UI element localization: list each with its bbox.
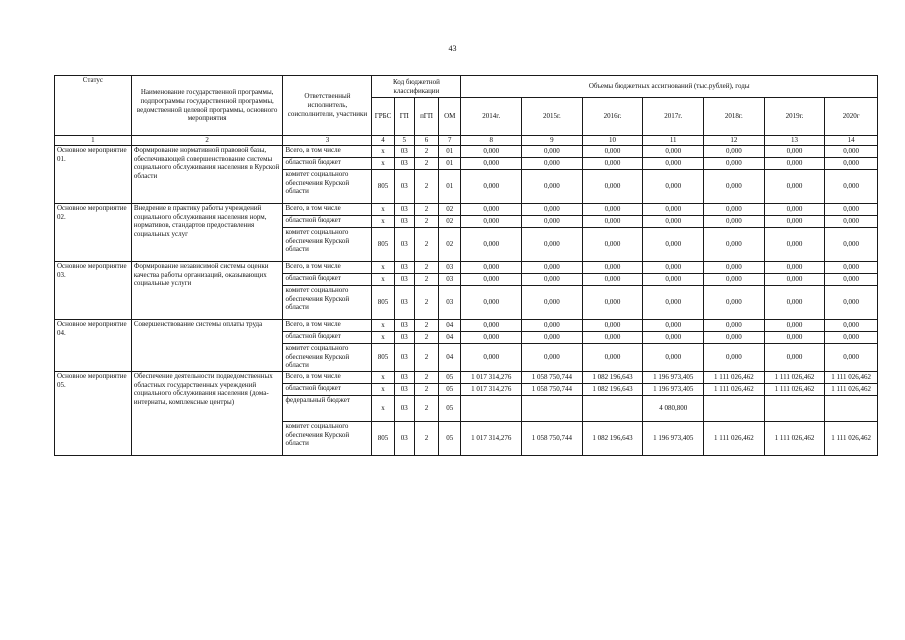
- table-row: [55, 319, 878, 331]
- code-gp-cell: 03: [394, 145, 414, 157]
- amount-cell: 0,000: [461, 157, 522, 169]
- code-om-cell: 01: [439, 157, 461, 169]
- header-year: 2019г.: [764, 98, 825, 136]
- code-om-cell: 01: [439, 145, 461, 157]
- amount-cell: 0,000: [643, 331, 704, 343]
- amount-cell: 0,000: [522, 273, 583, 285]
- amount-cell: 0,000: [825, 343, 878, 371]
- amount-cell: 1 058 750,744: [522, 371, 583, 383]
- amount-cell: 1 082 196,643: [582, 421, 643, 455]
- amount-cell: 0,000: [461, 261, 522, 273]
- amount-cell: 0,000: [522, 331, 583, 343]
- code-om-cell: 05: [439, 395, 461, 421]
- amount-cell: 0,000: [704, 227, 765, 261]
- amount-cell: 1 017 314,276: [461, 371, 522, 383]
- code-grbs-cell: 805: [372, 343, 394, 371]
- column-number: 5: [394, 136, 414, 146]
- amount-cell: 0,000: [643, 343, 704, 371]
- amount-cell: 1 196 973,405: [643, 421, 704, 455]
- column-number: 2: [131, 136, 283, 146]
- code-pgp-cell: 2: [414, 319, 438, 331]
- amount-cell: 0,000: [582, 227, 643, 261]
- responsible-cell: федеральный бюджет: [283, 395, 372, 421]
- code-pgp-cell: 2: [414, 343, 438, 371]
- header-responsible: Ответственный исполнитель, соисполнители, участники: [283, 76, 372, 136]
- code-gp-cell: 03: [394, 157, 414, 169]
- amount-cell: 1 082 196,643: [582, 371, 643, 383]
- amount-cell: 0,000: [764, 145, 825, 157]
- code-om-cell: 03: [439, 273, 461, 285]
- amount-cell: 0,000: [825, 331, 878, 343]
- header-budget-code: Код бюджетной классификации: [372, 76, 461, 98]
- amount-cell: 0,000: [643, 157, 704, 169]
- code-gp-cell: 03: [394, 421, 414, 455]
- amount-cell: 0,000: [461, 331, 522, 343]
- code-om-cell: 04: [439, 331, 461, 343]
- measure-name-cell: Совершенствование системы оплаты труда: [131, 319, 283, 371]
- code-grbs-cell: х: [372, 273, 394, 285]
- status-cell: Основное мероприятие 03.: [55, 261, 132, 319]
- amount-cell: 0,000: [522, 169, 583, 203]
- code-grbs-cell: х: [372, 331, 394, 343]
- amount-cell: 0,000: [582, 169, 643, 203]
- amount-cell: 0,000: [825, 227, 878, 261]
- status-cell: Основное мероприятие 04.: [55, 319, 132, 371]
- amount-cell: 0,000: [582, 261, 643, 273]
- amount-cell: 0,000: [764, 273, 825, 285]
- amount-cell: 1 196 973,405: [643, 383, 704, 395]
- code-om-cell: 02: [439, 227, 461, 261]
- amount-cell: 0,000: [522, 145, 583, 157]
- responsible-cell: комитет социального обеспечения Курской области: [283, 421, 372, 455]
- code-pgp-cell: 2: [414, 169, 438, 203]
- amount-cell: 0,000: [825, 145, 878, 157]
- responsible-cell: Всего, в том числе: [283, 319, 372, 331]
- amount-cell: 0,000: [764, 157, 825, 169]
- responsible-cell: областной бюджет: [283, 331, 372, 343]
- responsible-cell: Всего, в том числе: [283, 203, 372, 215]
- table-body: [55, 136, 878, 456]
- measure-name-cell: Внедрение в практику работы учреждений социального обслуживания населения норм, нормативов, стандартов предоставления социальных услуг: [131, 203, 283, 261]
- code-om-cell: 03: [439, 285, 461, 319]
- code-grbs-cell: х: [372, 215, 394, 227]
- code-grbs-cell: 805: [372, 227, 394, 261]
- amount-cell: 1 111 026,462: [825, 383, 878, 395]
- amount-cell: [461, 395, 522, 421]
- code-om-cell: 05: [439, 383, 461, 395]
- code-gp-cell: 03: [394, 343, 414, 371]
- code-pgp-cell: 2: [414, 421, 438, 455]
- header-year: 2014г.: [461, 98, 522, 136]
- amount-cell: [764, 395, 825, 421]
- amount-cell: 0,000: [582, 285, 643, 319]
- status-cell: Основное мероприятие 01.: [55, 145, 132, 203]
- amount-cell: 0,000: [643, 169, 704, 203]
- code-om-cell: 04: [439, 343, 461, 371]
- responsible-cell: Всего, в том числе: [283, 145, 372, 157]
- amount-cell: 0,000: [825, 157, 878, 169]
- code-pgp-cell: 2: [414, 203, 438, 215]
- amount-cell: [582, 395, 643, 421]
- header-code-col: ОМ: [439, 98, 461, 136]
- amount-cell: 0,000: [461, 215, 522, 227]
- responsible-cell: комитет социального обеспечения Курской области: [283, 169, 372, 203]
- code-om-cell: 05: [439, 371, 461, 383]
- code-gp-cell: 03: [394, 169, 414, 203]
- code-grbs-cell: 805: [372, 421, 394, 455]
- amount-cell: 0,000: [582, 145, 643, 157]
- responsible-cell: Всего, в том числе: [283, 261, 372, 273]
- header-name: Наименование государственной программы, подпрограммы государственной программы, ведомственной целевой программы, основного мероприятия: [131, 76, 283, 136]
- amount-cell: 0,000: [825, 203, 878, 215]
- amount-cell: 1 058 750,744: [522, 421, 583, 455]
- amount-cell: 0,000: [582, 157, 643, 169]
- code-om-cell: 03: [439, 261, 461, 273]
- column-number: 8: [461, 136, 522, 146]
- responsible-cell: областной бюджет: [283, 157, 372, 169]
- amount-cell: 0,000: [461, 203, 522, 215]
- code-om-cell: 01: [439, 169, 461, 203]
- column-number: 4: [372, 136, 394, 146]
- status-cell: Основное мероприятие 05.: [55, 371, 132, 455]
- amount-cell: 0,000: [582, 273, 643, 285]
- amount-cell: 1 058 750,744: [522, 383, 583, 395]
- code-grbs-cell: 805: [372, 169, 394, 203]
- measure-name-cell: Формирование независимой системы оценки качества работы организаций, оказывающих социальные услуги: [131, 261, 283, 319]
- code-pgp-cell: 2: [414, 145, 438, 157]
- code-pgp-cell: 2: [414, 383, 438, 395]
- header-status: Статус: [55, 76, 132, 136]
- amount-cell: [825, 395, 878, 421]
- amount-cell: 1 111 026,462: [704, 371, 765, 383]
- column-number: 11: [643, 136, 704, 146]
- amount-cell: [522, 395, 583, 421]
- responsible-cell: Всего, в том числе: [283, 371, 372, 383]
- code-gp-cell: 03: [394, 331, 414, 343]
- code-grbs-cell: х: [372, 157, 394, 169]
- amount-cell: 0,000: [764, 285, 825, 319]
- amount-cell: 1 082 196,643: [582, 383, 643, 395]
- amount-cell: 0,000: [643, 319, 704, 331]
- code-grbs-cell: х: [372, 261, 394, 273]
- code-gp-cell: 03: [394, 285, 414, 319]
- responsible-cell: областной бюджет: [283, 215, 372, 227]
- code-pgp-cell: 2: [414, 371, 438, 383]
- code-pgp-cell: 2: [414, 395, 438, 421]
- code-pgp-cell: 2: [414, 227, 438, 261]
- responsible-cell: комитет социального обеспечения Курской области: [283, 343, 372, 371]
- code-om-cell: 02: [439, 215, 461, 227]
- amount-cell: 0,000: [825, 261, 878, 273]
- amount-cell: 0,000: [522, 319, 583, 331]
- amount-cell: 0,000: [461, 227, 522, 261]
- code-gp-cell: 03: [394, 261, 414, 273]
- amount-cell: 1 111 026,462: [825, 421, 878, 455]
- amount-cell: 0,000: [522, 157, 583, 169]
- amount-cell: 0,000: [764, 169, 825, 203]
- code-gp-cell: 03: [394, 395, 414, 421]
- measure-name-cell: Формирование нормативной правовой базы, обеспечивающей совершенствование системы социального обслуживания населения в Курской области: [131, 145, 283, 203]
- responsible-cell: областной бюджет: [283, 273, 372, 285]
- amount-cell: 0,000: [704, 215, 765, 227]
- amount-cell: 0,000: [522, 343, 583, 371]
- amount-cell: 0,000: [643, 261, 704, 273]
- header-year: 2020г: [825, 98, 878, 136]
- code-pgp-cell: 2: [414, 261, 438, 273]
- amount-cell: 0,000: [825, 285, 878, 319]
- amount-cell: 1 111 026,462: [764, 383, 825, 395]
- amount-cell: 0,000: [461, 285, 522, 319]
- table-row: [55, 261, 878, 273]
- amount-cell: 0,000: [704, 273, 765, 285]
- amount-cell: 0,000: [582, 215, 643, 227]
- header-volumes: Объемы бюджетных ассигнований (тыс.рублей), годы: [461, 76, 878, 98]
- amount-cell: 1 196 973,405: [643, 371, 704, 383]
- responsible-cell: областной бюджет: [283, 383, 372, 395]
- amount-cell: 0,000: [522, 215, 583, 227]
- table-row: [55, 371, 878, 383]
- code-pgp-cell: 2: [414, 331, 438, 343]
- column-number: 13: [764, 136, 825, 146]
- amount-cell: 1 017 314,276: [461, 421, 522, 455]
- amount-cell: 0,000: [522, 203, 583, 215]
- status-cell: Основное мероприятие 02.: [55, 203, 132, 261]
- amount-cell: 0,000: [582, 331, 643, 343]
- column-number: 12: [704, 136, 765, 146]
- amount-cell: 0,000: [522, 227, 583, 261]
- column-number: 6: [414, 136, 438, 146]
- code-grbs-cell: х: [372, 203, 394, 215]
- measure-name-cell: Обеспечение деятельности подведомственных областных государственных учреждений социального обслуживания населения (дома-интернаты, комплексные центры): [131, 371, 283, 455]
- code-pgp-cell: 2: [414, 157, 438, 169]
- amount-cell: 0,000: [643, 215, 704, 227]
- code-gp-cell: 03: [394, 203, 414, 215]
- code-gp-cell: 03: [394, 273, 414, 285]
- amount-cell: 0,000: [704, 331, 765, 343]
- amount-cell: 0,000: [522, 261, 583, 273]
- amount-cell: 0,000: [461, 273, 522, 285]
- code-gp-cell: 03: [394, 215, 414, 227]
- header-year: 2016г.: [582, 98, 643, 136]
- column-number: 14: [825, 136, 878, 146]
- code-pgp-cell: 2: [414, 285, 438, 319]
- code-om-cell: 04: [439, 319, 461, 331]
- amount-cell: 0,000: [704, 157, 765, 169]
- amount-cell: 0,000: [704, 145, 765, 157]
- amount-cell: 0,000: [643, 273, 704, 285]
- amount-cell: 1 017 314,276: [461, 383, 522, 395]
- amount-cell: 0,000: [825, 319, 878, 331]
- amount-cell: 0,000: [764, 319, 825, 331]
- table-row: [55, 203, 878, 215]
- amount-cell: 1 111 026,462: [764, 371, 825, 383]
- amount-cell: 1 111 026,462: [825, 371, 878, 383]
- amount-cell: [704, 395, 765, 421]
- amount-cell: 0,000: [764, 203, 825, 215]
- column-number: 9: [522, 136, 583, 146]
- table-header: [55, 76, 878, 136]
- code-grbs-cell: х: [372, 371, 394, 383]
- code-grbs-cell: х: [372, 145, 394, 157]
- amount-cell: 0,000: [461, 343, 522, 371]
- code-gp-cell: 03: [394, 319, 414, 331]
- table-row: [55, 145, 878, 157]
- responsible-cell: комитет социального обеспечения Курской области: [283, 227, 372, 261]
- column-number: 7: [439, 136, 461, 146]
- amount-cell: 0,000: [643, 145, 704, 157]
- code-grbs-cell: х: [372, 395, 394, 421]
- header-code-col: ГП: [394, 98, 414, 136]
- amount-cell: 4 080,800: [643, 395, 704, 421]
- amount-cell: 1 111 026,462: [704, 383, 765, 395]
- page-number: 43: [448, 44, 457, 53]
- amount-cell: 0,000: [764, 215, 825, 227]
- amount-cell: 0,000: [461, 169, 522, 203]
- code-grbs-cell: х: [372, 319, 394, 331]
- budget-table: [54, 75, 878, 456]
- code-gp-cell: 03: [394, 371, 414, 383]
- amount-cell: 0,000: [764, 343, 825, 371]
- column-number: 1: [55, 136, 132, 146]
- amount-cell: 1 111 026,462: [704, 421, 765, 455]
- column-number-row: [55, 136, 878, 146]
- code-grbs-cell: х: [372, 383, 394, 395]
- header-year: 2018г.: [704, 98, 765, 136]
- header-year: 2017г.: [643, 98, 704, 136]
- amount-cell: 0,000: [461, 319, 522, 331]
- column-number: 10: [582, 136, 643, 146]
- amount-cell: 0,000: [522, 285, 583, 319]
- amount-cell: 0,000: [643, 203, 704, 215]
- amount-cell: 0,000: [764, 331, 825, 343]
- amount-cell: 0,000: [825, 273, 878, 285]
- amount-cell: 0,000: [704, 343, 765, 371]
- header-code-col: ГРБС: [372, 98, 394, 136]
- amount-cell: 0,000: [704, 319, 765, 331]
- amount-cell: 0,000: [582, 203, 643, 215]
- amount-cell: 0,000: [825, 169, 878, 203]
- code-om-cell: 02: [439, 203, 461, 215]
- amount-cell: 0,000: [643, 285, 704, 319]
- code-grbs-cell: 805: [372, 285, 394, 319]
- code-om-cell: 05: [439, 421, 461, 455]
- amount-cell: 0,000: [643, 227, 704, 261]
- code-pgp-cell: 2: [414, 215, 438, 227]
- amount-cell: 0,000: [704, 203, 765, 215]
- amount-cell: 0,000: [461, 145, 522, 157]
- header-code-col: пГП: [414, 98, 438, 136]
- code-pgp-cell: 2: [414, 273, 438, 285]
- amount-cell: 0,000: [582, 319, 643, 331]
- code-gp-cell: 03: [394, 227, 414, 261]
- code-gp-cell: 03: [394, 383, 414, 395]
- amount-cell: 1 111 026,462: [764, 421, 825, 455]
- responsible-cell: комитет социального обеспечения Курской области: [283, 285, 372, 319]
- header-year: 2015г.: [522, 98, 583, 136]
- amount-cell: 0,000: [825, 215, 878, 227]
- amount-cell: 0,000: [704, 169, 765, 203]
- amount-cell: 0,000: [764, 261, 825, 273]
- column-number: 3: [283, 136, 372, 146]
- amount-cell: 0,000: [704, 285, 765, 319]
- amount-cell: 0,000: [704, 261, 765, 273]
- amount-cell: 0,000: [764, 227, 825, 261]
- amount-cell: 0,000: [582, 343, 643, 371]
